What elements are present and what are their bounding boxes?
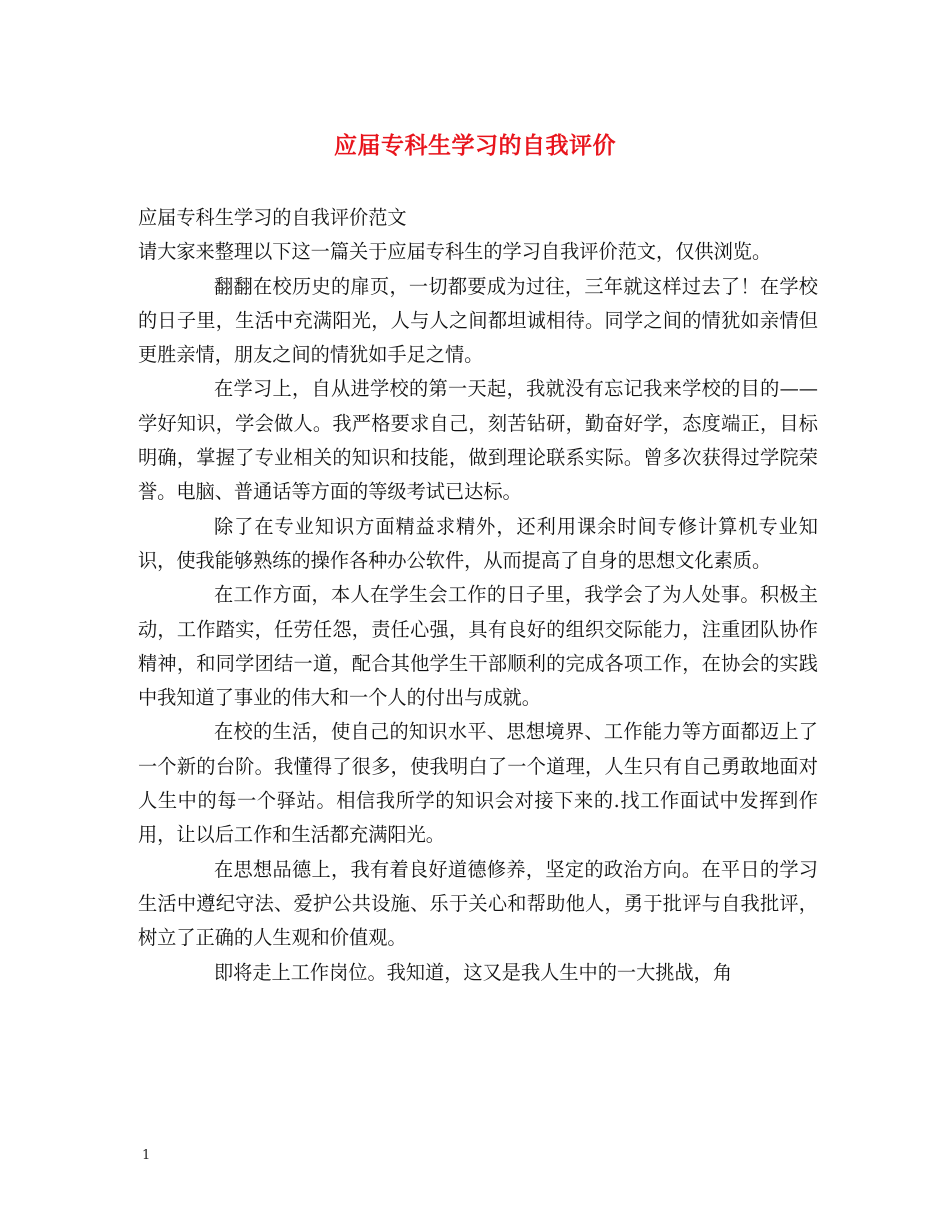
body-paragraph-6: 在思想品德上，我有着良好道德修养，坚定的政治方向。在平日的学习生活中遵纪守法、爱护公共设施、乐于关心和帮助他人，勇于批评与自我批评，树立了正确的人生观和价值观。 [138, 857, 818, 950]
page-number: 1 [142, 1148, 151, 1163]
body-paragraph-4: 在工作方面，本人在学生会工作的日子里，我学会了为人处事。积极主动，工作踏实，任劳任怨，责任心强，具有良好的组织交际能力，注重团队协作精神，和同学团结一道，配合其他学生干部顺利的完成各项工作，在协会的实践中我知道了事业的伟大和一个人的付出与成就。 [138, 583, 818, 710]
body-paragraph-7: 即将走上工作岗位。我知道，这又是我人生中的一大挑战，角 [214, 960, 733, 984]
document-title: 应届专科生学习的自我评价 [334, 132, 616, 159]
body-paragraph-3: 除了在专业知识方面精益求精外，还利用课余时间专修计算机专业知识，使我能够熟练的操作各种办公软件，从而提高了自身的思想文化素质。 [138, 514, 818, 572]
body-paragraph-5: 在校的生活，使自己的知识水平、思想境界、工作能力等方面都迈上了一个新的台阶。我懂得了很多，使我明白了一个道理，人生只有自己勇敢地面对人生中的每一个驿站。相信我所学的知识会对接下来的.找工作面试中发挥到作用，让以后工作和生活都充满阳光。 [138, 720, 818, 847]
body-paragraph-2: 在学习上，自从进学校的第一天起，我就没有忘记我来学校的目的——学好知识，学会做人。我严格要求自己，刻苦钻研，勤奋好学，态度端正，目标明确，掌握了专业相关的知识和技能，做到理论联系实际。曾多次获得过学院荣誉。电脑、普通话等方面的等级考试已达标。 [138, 377, 818, 504]
document-body [138, 201, 818, 990]
intro-paragraph: 请大家来整理以下这一篇关于应届专科生的学习自我评价范文，仅供浏览。 [138, 240, 772, 264]
body-paragraph-1: 翻翻在校历史的扉页，一切都要成为过往，三年就这样过去了！在学校的日子里，生活中充满阳光，人与人之间都坦诚相待。同学之间的情犹如亲情但更胜亲情，朋友之间的情犹如手足之情。 [138, 274, 818, 367]
document-subtitle: 应届专科生学习的自我评价范文 [138, 206, 407, 229]
